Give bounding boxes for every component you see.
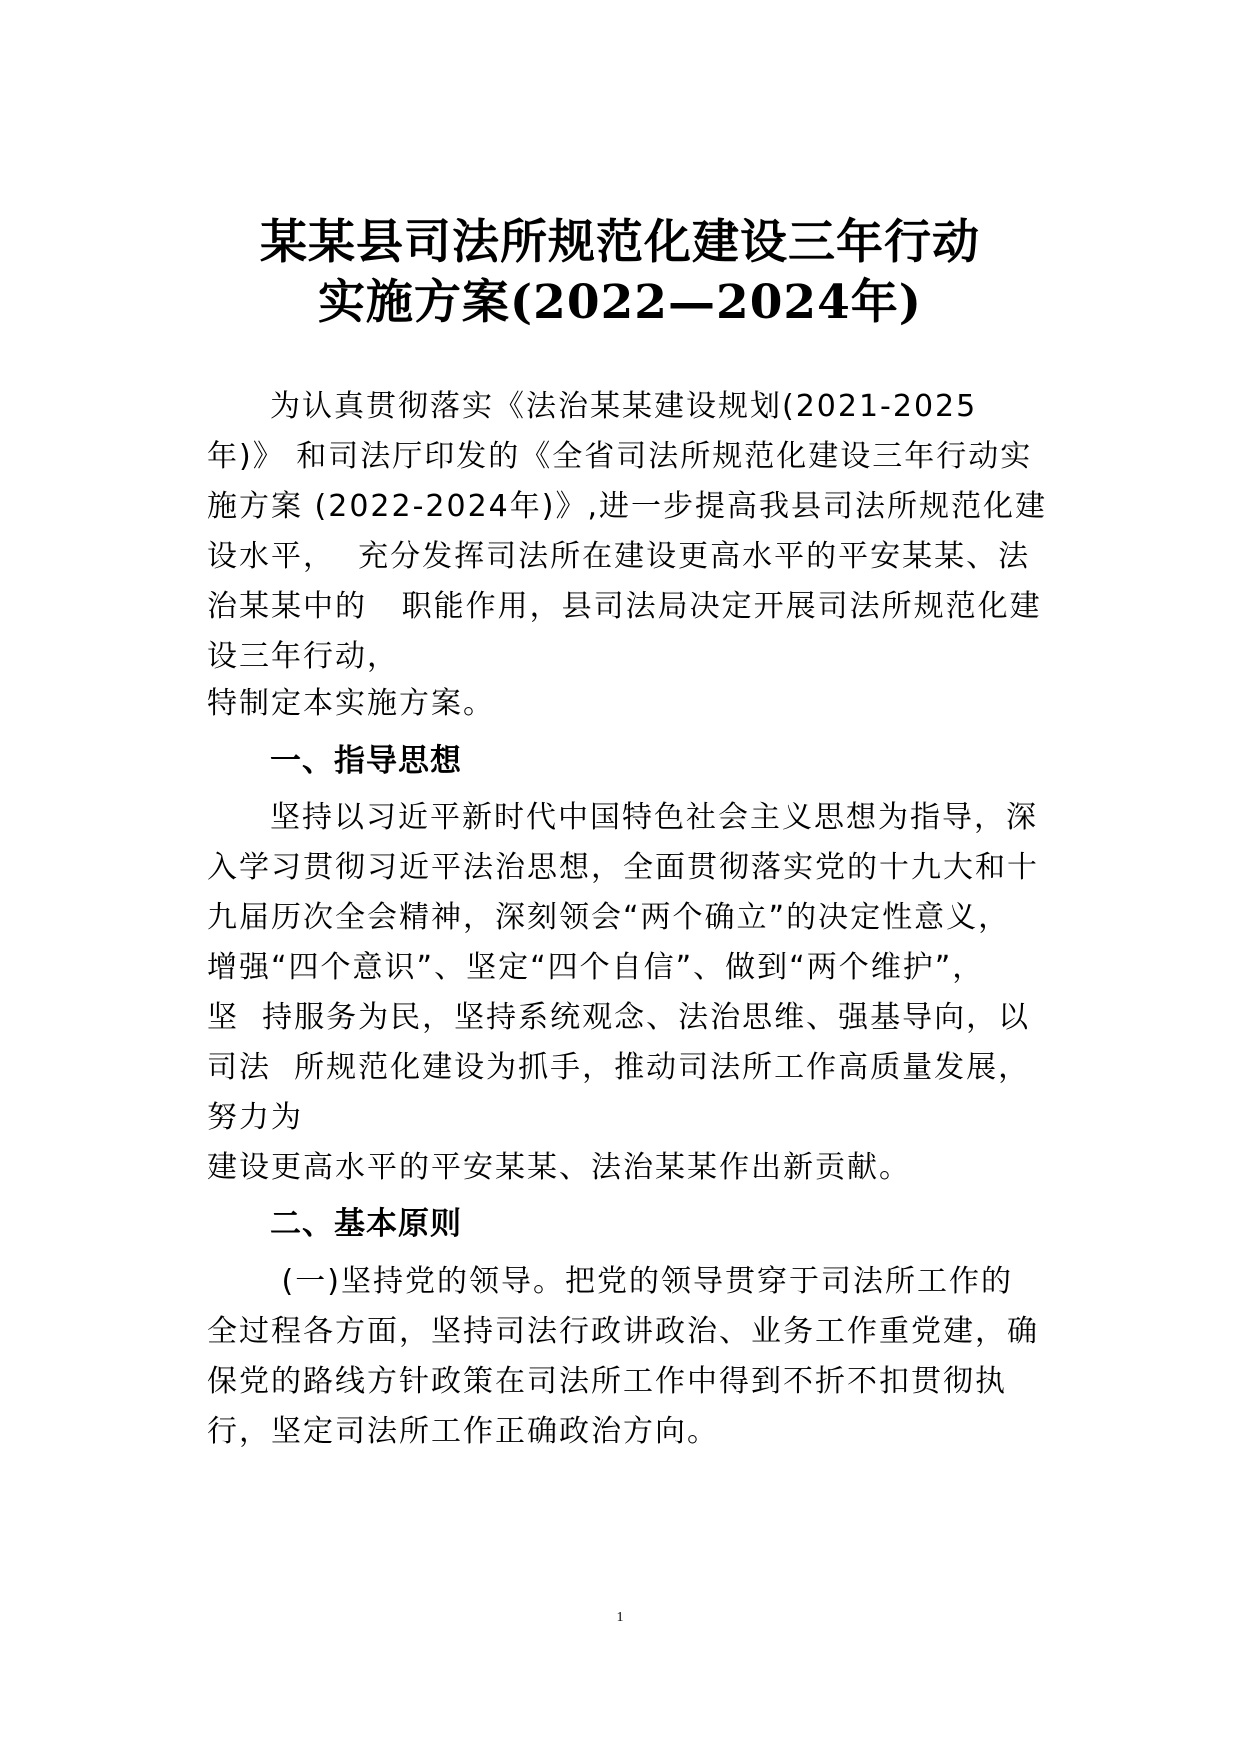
intro-line: 特制定本实施方案。 [207,686,495,721]
section2-line: (一)坚持党的领导。把党的领导贯穿于司法所工作的 [270,1264,1013,1299]
section1-line: 九届历次全会精神，深刻领会“两个确立”的决定性意义， [207,900,1011,935]
intro-line: 设水平， 充分发挥司法所在建设更高水平的平安某某、法 [207,539,1031,574]
section2-line: 全过程各方面，坚持司法行政讲政治、业务工作重党建，确 [207,1314,1039,1349]
section-heading-guiding-ideology: 一、指导思想 [270,743,462,779]
section-heading-basic-principles: 二、基本原则 [270,1206,462,1242]
document-title-line-1: 某某县司法所规范化建设三年行动 [260,215,980,270]
section1-line: 坚持以习近平新时代中国特色社会主义思想为指导，深 [270,800,1038,835]
section1-line: 建设更高水平的平安某某、法治某某作出新贡献。 [207,1150,911,1185]
section1-line: 坚 持服务为民，坚持系统观念、法治思维、强基导向，以 [207,1000,1031,1035]
intro-line: 治某某中的 职能作用，县司法局决定开展司法所规范化建 [207,589,1042,624]
intro-line: 设三年行动， [207,639,399,674]
section1-line: 增强“四个意识”、坚定“四个自信”、做到“两个维护”， [207,950,985,985]
section1-line: 入学习贯彻习近平法治思想，全面贯彻落实党的十九大和十 [207,850,1039,885]
section2-line: 保党的路线方针政策在司法所工作中得到不折不扣贯彻执 [207,1364,1007,1399]
intro-line: 年)》 和司法厅印发的《全省司法所规范化建设三年行动实 [207,439,1033,474]
section1-line: 努力为 [207,1100,303,1135]
intro-line: 为认真贯彻落实《法治某某建设规划(2021-2025 [270,389,978,424]
document-title-line-2: 实施方案(2022—2024年) [317,275,923,330]
intro-line: 施方案 (2022-2024年)》,进一步提高我县司法所规范化建 [207,489,1048,524]
page-number: 1 [616,1610,624,1625]
section1-line: 司法 所规范化建设为抓手，推动司法所工作高质量发展， [207,1050,1031,1085]
section2-line: 行，坚定司法所工作正确政治方向。 [207,1414,719,1449]
